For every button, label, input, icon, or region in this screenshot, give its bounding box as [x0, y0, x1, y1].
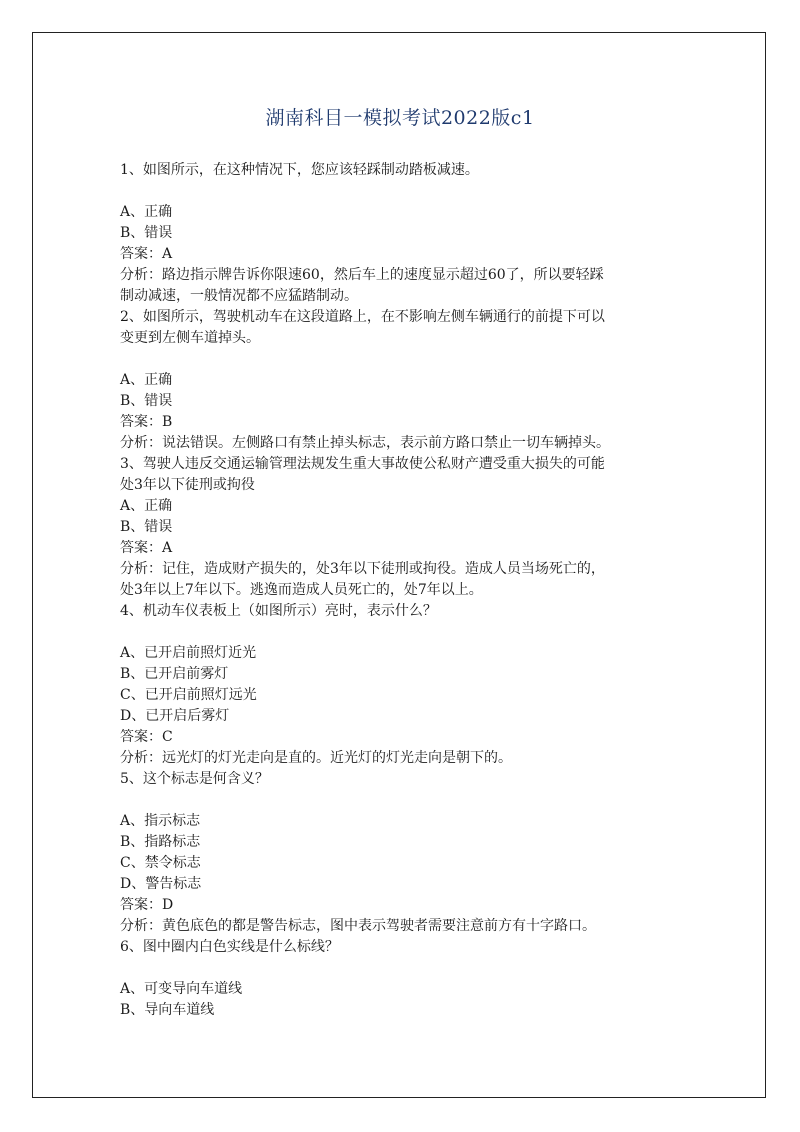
analysis-text: 分析：黄色底色的都是警告标志，图中表示驾驶者需要注意前方有十字路口。 [120, 918, 596, 934]
analysis-text: 分析：远光灯的灯光走向是直的。近光灯的灯光走向是朝下的。 [120, 750, 512, 766]
question-text: 6、图中圈内白色实线是什么标线？ [120, 939, 339, 955]
answer-option: B、导向车道线 [120, 1002, 215, 1018]
answer-option: A、正确 [120, 372, 173, 388]
question-list [120, 160, 690, 1021]
question-text: 2、如图所示，驾驶机动车在这段道路上，在不影响左侧车辆通行的前提下可以 [120, 309, 605, 325]
answer-key: 答案：C [120, 729, 173, 745]
question-text: 变更到左侧车道掉头。 [120, 330, 260, 346]
spacer [120, 790, 690, 811]
analysis-text: 处3年以上7年以下。逃逸而造成人员死亡的，处7年以上。 [120, 582, 483, 598]
answer-option: D、已开启后雾灯 [120, 708, 230, 724]
analysis-text: 分析：记住，造成财产损失的，处3年以下徒刑或拘役。造成人员当场死亡的， [120, 561, 605, 577]
answer-option: A、正确 [120, 204, 173, 220]
answer-option: B、错误 [120, 225, 173, 241]
page-title: 湖南科目一模拟考试2022版c1 [265, 107, 535, 129]
spacer [120, 349, 690, 370]
answer-option: A、已开启前照灯近光 [120, 645, 257, 661]
question-block [120, 601, 690, 769]
spacer [120, 958, 690, 979]
answer-option: A、正确 [120, 498, 173, 514]
answer-option: C、已开启前照灯远光 [120, 687, 257, 703]
question-text: 5、这个标志是何含义？ [120, 771, 269, 787]
answer-key: 答案：A [120, 540, 173, 556]
answer-option: D、警告标志 [120, 876, 202, 892]
question-block [120, 937, 690, 1021]
question-block [120, 454, 690, 601]
analysis-text: 制动减速，一般情况都不应猛踏制动。 [120, 288, 358, 304]
analysis-text: 分析：说法错误。左侧路口有禁止掉头标志，表示前方路口禁止一切车辆掉头。 [120, 435, 610, 451]
answer-option: A、指示标志 [120, 813, 201, 829]
question-text: 处3年以下徒刑或拘役 [120, 477, 255, 493]
question-text: 3、驾驶人违反交通运输管理法规发生重大事故使公私财产遭受重大损失的可能 [120, 456, 605, 472]
answer-option: B、已开启前雾灯 [120, 666, 229, 682]
answer-key: 答案：A [120, 246, 173, 262]
question-text: 1、如图所示，在这种情况下，您应该轻踩制动踏板减速。 [120, 162, 479, 178]
answer-option: C、禁令标志 [120, 855, 201, 871]
answer-option: B、错误 [120, 519, 173, 535]
answer-option: B、错误 [120, 393, 173, 409]
question-block [120, 160, 690, 307]
question-block [120, 307, 690, 454]
answer-option: B、指路标志 [120, 834, 201, 850]
answer-key: 答案：B [120, 414, 173, 430]
analysis-text: 分析：路边指示牌告诉你限速60，然后车上的速度显示超过60了，所以要轻踩 [120, 267, 604, 283]
question-block [120, 769, 690, 937]
answer-key: 答案：D [120, 897, 174, 913]
spacer [120, 622, 690, 643]
answer-option: A、可变导向车道线 [120, 981, 243, 997]
question-text: 4、机动车仪表板上（如图所示）亮时，表示什么？ [120, 603, 437, 619]
spacer [120, 181, 690, 202]
